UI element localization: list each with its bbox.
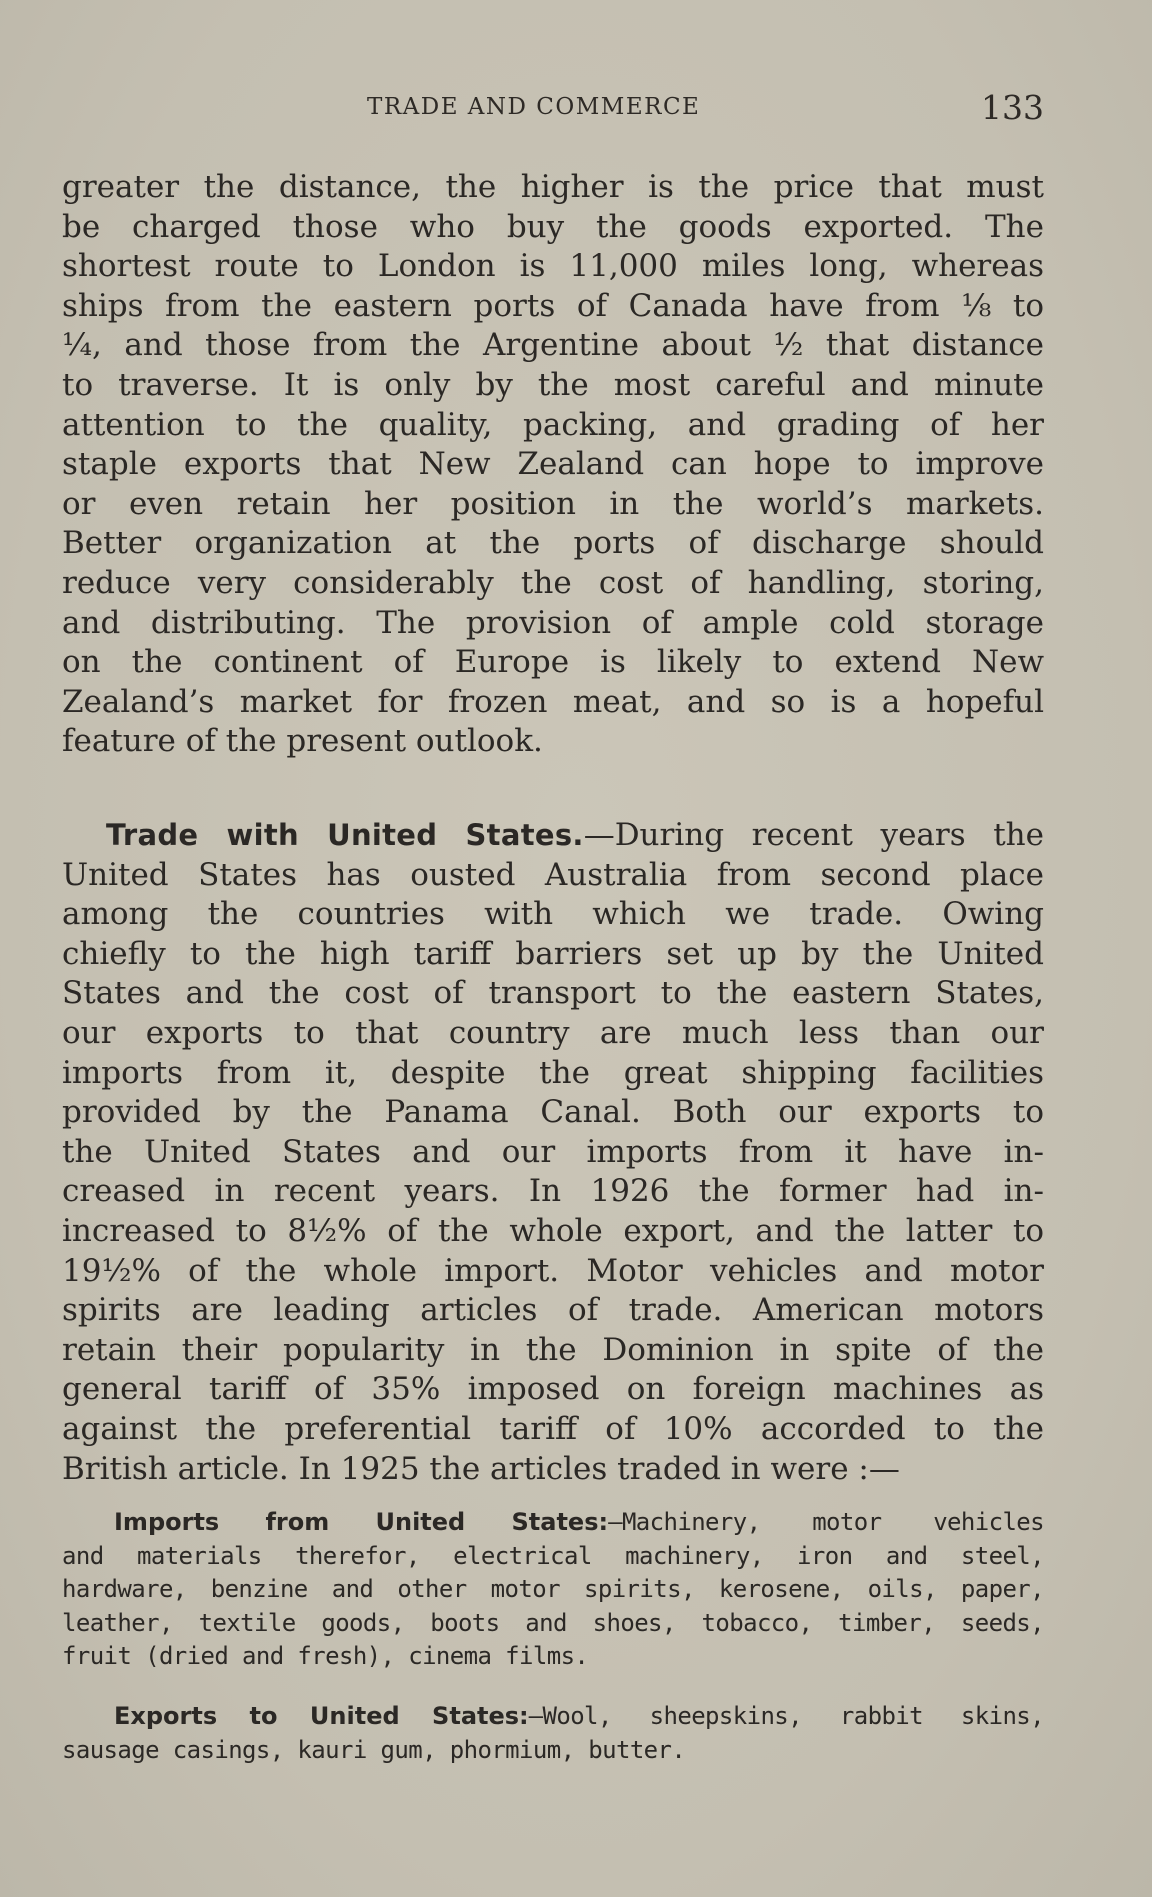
page-header — [62, 88, 1044, 128]
imports-heading: Imports from United States: — [114, 1508, 609, 1536]
text-line: to traverse. It is only by the most careful and minute — [62, 366, 1044, 403]
text-line: feature of the present outlook. — [62, 723, 543, 760]
running-head: TRADE AND COMMERCE — [367, 94, 701, 120]
text-line: our exports to that country are much less than our — [62, 1014, 1044, 1051]
text-line: creased in recent years. In 1926 the former had in- — [62, 1173, 1044, 1210]
text-line: attention to the quality, packing, and grading of her — [62, 406, 1044, 443]
text-line: reduce very considerably the cost of handling, storing, — [62, 564, 1044, 601]
text-line: Zealand’s market for frozen meat, and so is a hopeful — [62, 683, 1044, 720]
text-line: and distributing. The provision of ample cold storage — [62, 604, 1044, 641]
text-line: States and the cost of transport to the eastern States, — [62, 975, 1044, 1012]
page-number: 133 — [981, 88, 1044, 127]
text-line-first — [62, 1700, 1044, 1734]
imports-list-paragraph — [62, 1506, 1044, 1674]
paragraph-trade-with-united-states — [62, 816, 1044, 1489]
text-line: sausage casings, kauri gum, phormium, butter. — [62, 1735, 686, 1764]
text-line: ships from the eastern ports of Canada have from ⅛ to — [62, 287, 1044, 324]
text-line: British article. In 1925 the articles traded in were :— — [62, 1450, 900, 1487]
text-run: —Wool, sheepskins, rabbit skins, — [528, 1702, 1044, 1730]
text-line: and materials therefor, electrical machinery, iron and steel, — [62, 1541, 1044, 1570]
text-line: retain their popularity in the Dominion in spite of the — [62, 1331, 1044, 1368]
text-line: provided by the Panama Canal. Both our exports to — [62, 1094, 1044, 1131]
text-line: or even retain her position in the world’s markets. — [62, 485, 1044, 522]
text-line: ¼, and those from the Argentine about ½ that distance — [62, 327, 1044, 364]
text-line: leather, textile goods, boots and shoes, tobacco, timber, seeds, — [62, 1608, 1044, 1637]
text-line: United States has ousted Australia from second place — [62, 856, 1044, 893]
section-heading: Trade with United States. — [106, 818, 584, 852]
text-line: against the preferential tariff of 10% accorded to the — [62, 1410, 1044, 1447]
text-line: be charged those who buy the goods exported. The — [62, 208, 1044, 245]
text-line: chiefly to the high tariff barriers set up by the United — [62, 935, 1044, 972]
text-line: shortest route to London is 11,000 miles long, whereas — [62, 248, 1044, 285]
text-line: imports from it, despite the great shipping facilities — [62, 1054, 1044, 1091]
text-line: greater the distance, the higher is the price that must — [62, 169, 1044, 205]
text-line: fruit (dried and fresh), cinema films. — [62, 1642, 589, 1670]
text-line: increased to 8½% of the whole export, and the latter to — [62, 1212, 1044, 1249]
text-line: hardware, benzine and other motor spirits, kerosene, oils, paper, — [62, 1575, 1044, 1603]
exports-heading: Exports to United States: — [114, 1702, 529, 1730]
text-run: —During recent years the — [583, 817, 1044, 853]
text-line: spirits are leading articles of trade. American motors — [62, 1292, 1044, 1329]
text-line: the United States and our imports from it have in- — [62, 1133, 1044, 1170]
text-line: general tariff of 35% imposed on foreign machines as — [62, 1371, 1044, 1408]
text-line: staple exports that New Zealand can hope to improve — [62, 446, 1044, 483]
exports-list-paragraph — [62, 1700, 1044, 1767]
text-line-first — [62, 1506, 1044, 1540]
text-line: among the countries with which we trade. Owing — [62, 896, 1044, 933]
text-line: 19½% of the whole import. Motor vehicles and motor — [62, 1252, 1044, 1289]
text-line: on the continent of Europe is likely to extend New — [62, 644, 1044, 681]
text-run: —Machinery, motor vehicles — [608, 1508, 1044, 1536]
text-line: Better organization at the ports of discharge should — [62, 525, 1044, 562]
text-line-first — [62, 816, 1044, 856]
paragraph-continued — [62, 168, 1044, 762]
